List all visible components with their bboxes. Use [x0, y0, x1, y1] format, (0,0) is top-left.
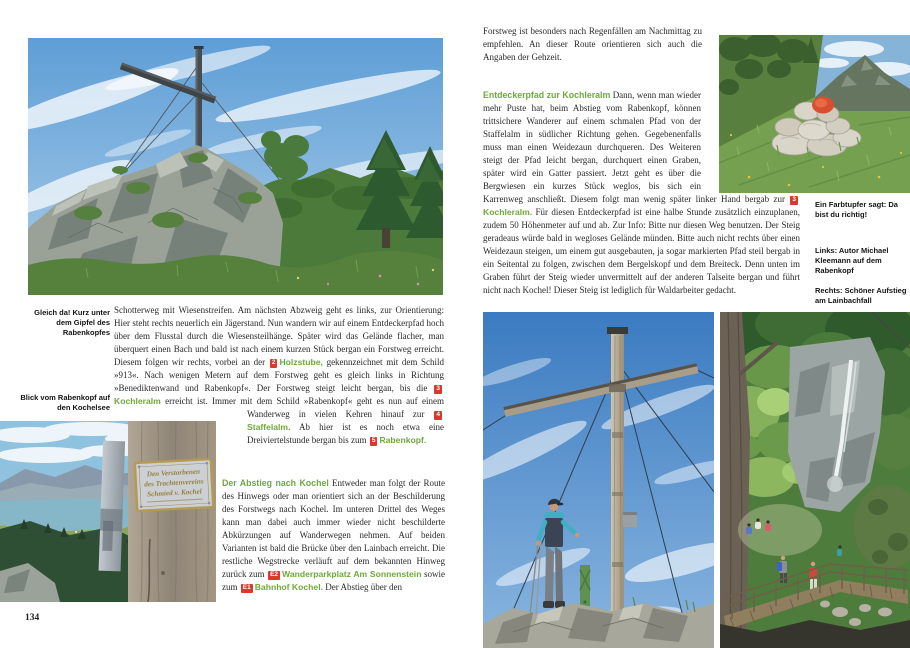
paragraph-forstweg: Forstweg ist besonders nach Regenfällen am Nachmittag zu empfehlen. An dieser Route orientieren sich auch die Angaben der Gehzeit. — [483, 26, 702, 62]
waypoint-name: Bahnhof Kochel. — [254, 582, 323, 592]
plaque-line-2: des Trachtenvereins — [144, 477, 204, 489]
route-marker-badge: E2 — [270, 571, 279, 578]
waypoint-name: Wanderparkplatz Am Sonnenstein — [282, 569, 422, 579]
paragraph-heading: Entdeckerpfad zur Kochleralm — [483, 90, 611, 100]
route-marker-badge: 5 — [371, 437, 376, 444]
photo-lainbachfall-gorge — [720, 312, 910, 648]
photo-cairn-red-mark — [719, 35, 910, 193]
paragraph-route-description: Schotterweg mit Wiesenstreifen. Am nächsten Abzweig geht es links, zur Orientierung: Hier steht rechts neuerlich ein Jägerstand. Nun wandern wir auf einem Entdeckerpfad hoch über dem Flusstal durch die Wiesensteilhänge. Später wird das Gelände flacher, man überquert einen Bach und bald ist nach einem kurzen Stück bergan ein Forstweg erreicht. Diesem folgen wir rechts, vorbei an der 2 Holzstube, gekennzeichnet mit dem Schild »913«. Nach wenigen Metern auf dem Forstweg geht es gleich links in Richtung »Benediktenwand und Rabenkopf«. Der Forstweg steigt leicht bergan, bis die 3Kochleralm erreicht ist. Immer mit dem Schild »Rabenkopf« geht es nun auf einem Wanderweg in vielen Kehren hinauf zur 4Staffelalm. Ab hier ist es noch etwa eine Dreiviertelstunde bergan bis zum 5 Rabenkopf. — [114, 305, 445, 445]
caption-summit: Gleich da! Kurz unter dem Gipfel des Rabenkopfes — [34, 308, 110, 337]
route-marker-badge: E1 — [242, 584, 251, 591]
waypoint-name: Staffelalm. — [247, 422, 291, 432]
photo-author-at-cross — [483, 312, 714, 648]
waypoint-name: Kochleralm — [114, 396, 161, 406]
metal-bracket — [99, 441, 126, 572]
plaque-line-1: Den Verstorbenen — [146, 467, 201, 479]
photo-rabenkopf-summit-cross — [28, 38, 443, 295]
route-marker-badge: 4 — [436, 411, 440, 418]
paragraph-heading: Der Abstieg nach Kochel — [222, 478, 329, 488]
page-number: 134 — [25, 613, 40, 623]
memorial-plaque — [135, 459, 213, 511]
red-paint-mark — [812, 97, 834, 114]
plaque-line-3: Schmied v. Kochel — [146, 487, 202, 499]
paragraph-descent: Der Abstieg nach Kochel Entweder man folgt der Route des Hinwegs oder man orientiert sich an der Beschilderung des Forstwegs nach Kochel. Im unteren Drittel des Weges kann man dabei auch immer wieder nicht beschilderte Abkürzungen auf Wanderwegen nehmen. Auf beiden Varianten ist bald die Brücke über den Lainbach erreicht. Die restliche Wegstrecke verläuft auf dem bekannten Hinweg zurück zum E2 Wanderparkplatz Am Sonnenstein sowie zum E1 Bahnhof Kochel. Der Abstieg über den — [222, 478, 446, 592]
caption-author: Links: Autor Michael Kleemann auf dem Rabenkopf — [815, 246, 889, 275]
caption-paint-mark: Ein Farbtupfer sagt: Da bist du richtig! — [815, 200, 898, 219]
paragraph-entdeckerpfad: Entdeckerpfad zur Kochleralm Dann, wenn man wieder mehr Puste hat, beim Abstieg vom Rabenkopf, können trittsichere Wanderer auf einem schmalen Pfad von der Staffelalm in südlicher Richtung gehen. Gegebenenfalls muss man einen Weidezaun durchqueren. Des Weiteren steigt der Pfad leicht bergan, durchquert einen Graben, später wird ein Gatter passiert. Jetzt geht es über die Bergwiesen ein kurzes Stück weglos, bis sich ein Karrenweg anschließt. Diesem folgt man wenig später linker Hand bergab zur 3Kochleralm. Für diesen Entdeckerpfad ist eine halbe Stunde zusätzlich einzuplanen, zudem 50 Höhenmeter auf und ab. Zur Info: Bitte nur diesen Weg benutzen. Der Steig geradeaus würde bald in wegloses Gelände münden. Bitte auch nicht rechts über einen Weidezaun steigen, um einem gut ausgebauten, ja sogar markierten Pfad steil bergab in ein Seitental zu folgen, zwischen dem Bergelskopf und dem Breiteck. Denn unten im Graben führt der Steig wieder unvermittelt auf der anderen Talseite bergan und führt nicht nach Kochel! Dieser Steig ist lediglich für Waldarbeiter gedacht. — [483, 90, 800, 295]
route-marker-badge: 3 — [792, 196, 796, 203]
waypoint-name: Kochleralm. — [483, 207, 533, 217]
photo-kochelsee-view — [0, 421, 216, 602]
caption-lainbachfall: Rechts: Schöner Aufstieg am Lainbachfall — [815, 286, 907, 305]
route-marker-badge: 2 — [271, 359, 276, 366]
waypoint-name: Holzstube, — [279, 357, 323, 367]
caption-kochelsee: Blick vom Rabenkopf auf den Kochelsee — [20, 393, 110, 412]
waypoint-name: Rabenkopf. — [379, 435, 427, 445]
route-marker-badge: 3 — [436, 385, 440, 392]
